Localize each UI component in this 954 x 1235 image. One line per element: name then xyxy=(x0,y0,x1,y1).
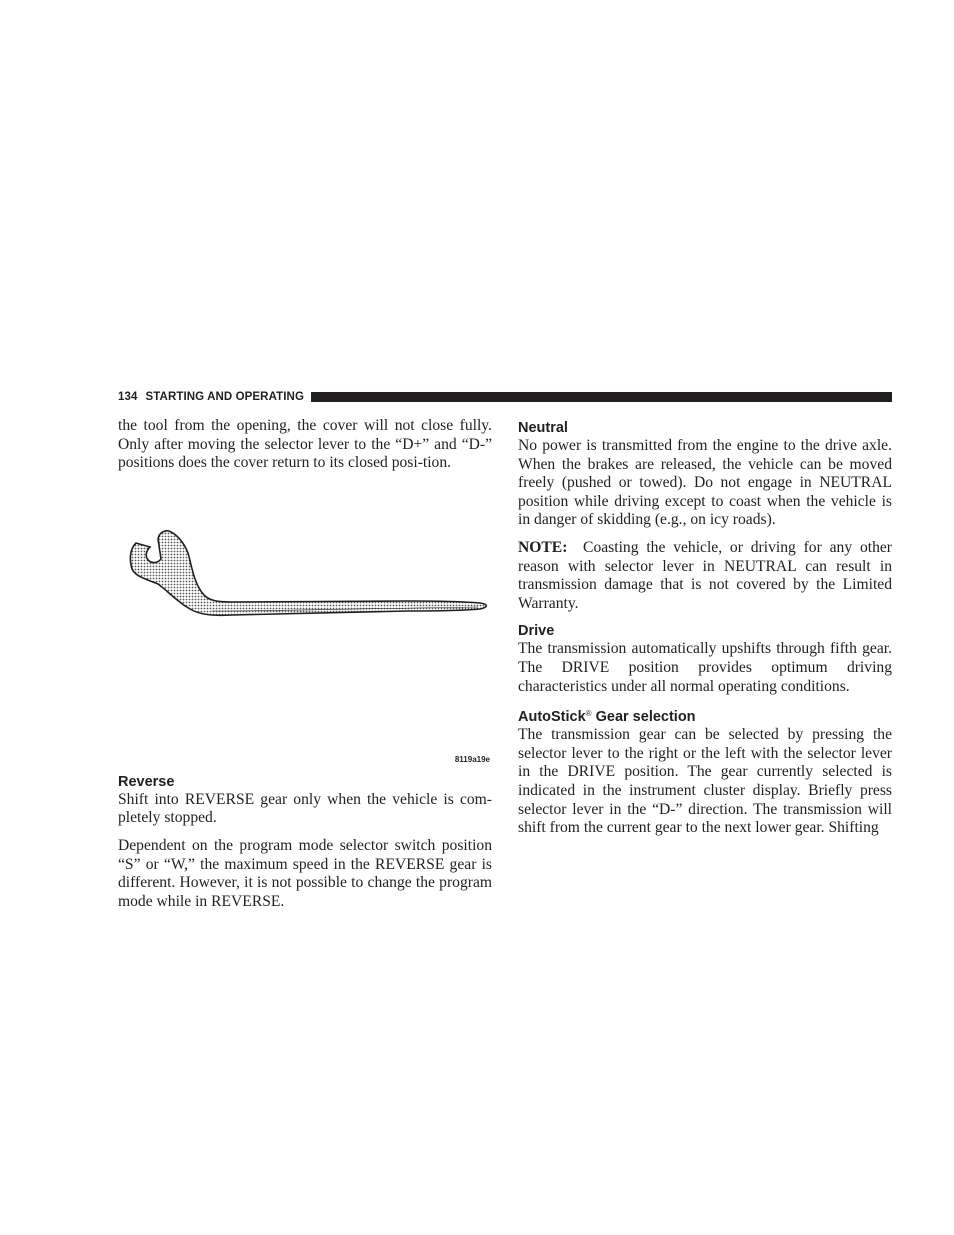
autostick-heading-main: AutoStick xyxy=(518,709,586,726)
drive-paragraph: The transmission automatically upshifts through fifth gear. The DRIVE position provides optimum driving characteristics under all normal operating conditions. xyxy=(518,640,892,695)
drive-heading: Drive xyxy=(518,623,555,640)
page-number: 134 xyxy=(118,391,138,403)
autostick-paragraph: The transmission gear can be selected by pressing the selector lever to the right or the left with the selector lever in the DRIVE position. The gear currently selected is indicated in the instrument cluster display. Briefly press selector lever in the “D-” direction. The transmission will shift from the current gear to the next lower gear. Shifting xyxy=(518,726,892,837)
tool-figure xyxy=(118,473,492,773)
section-title: STARTING AND OPERATING xyxy=(145,391,305,403)
figure-label: 8119a19e xyxy=(454,754,490,764)
right-column xyxy=(518,417,892,838)
reverse-paragraph-2: Dependent on the program mode selector switch position “S” or “W,” the maximum speed in the REVERSE gear is different. However, it is not possible to change the program mode while in REVERSE. xyxy=(118,836,492,910)
neutral-note xyxy=(518,539,892,613)
neutral-paragraph: No power is transmitted from the engine to the drive axle. When the brakes are released, the vehicle can be moved freely (pushed or towed). Do not engage in NEUTRAL position while driving except to coast when the vehicle is in danger of skidding (e.g., on icy roads). xyxy=(518,437,892,529)
autostick-heading-rest: Gear selection xyxy=(591,709,696,726)
page-header xyxy=(118,390,892,404)
note-text: Coasting the vehicle, or driving for any other reason with selector lever in NEUTRAL can result in transmission damage that is not covered by the Limited Warranty. xyxy=(518,538,893,612)
tool-shape xyxy=(130,531,486,616)
registered-mark: ® xyxy=(585,709,592,719)
reverse-paragraph-1: Shift into REVERSE gear only when the vehicle is com-pletely stopped. xyxy=(118,790,492,827)
header-label xyxy=(118,391,304,403)
note-label: NOTE: xyxy=(518,538,568,556)
autostick-heading xyxy=(518,705,892,726)
neutral-heading: Neutral xyxy=(518,420,568,436)
wrench-tool-illustration xyxy=(128,529,490,629)
intro-paragraph: the tool from the opening, the cover will not close fully. Only after moving the selector lever to the “D+” and “D-” positions does the cover return to its closed posi-tion. xyxy=(118,417,492,472)
left-column xyxy=(118,417,492,911)
header-rule xyxy=(311,392,892,402)
reverse-heading: Reverse xyxy=(118,773,175,790)
